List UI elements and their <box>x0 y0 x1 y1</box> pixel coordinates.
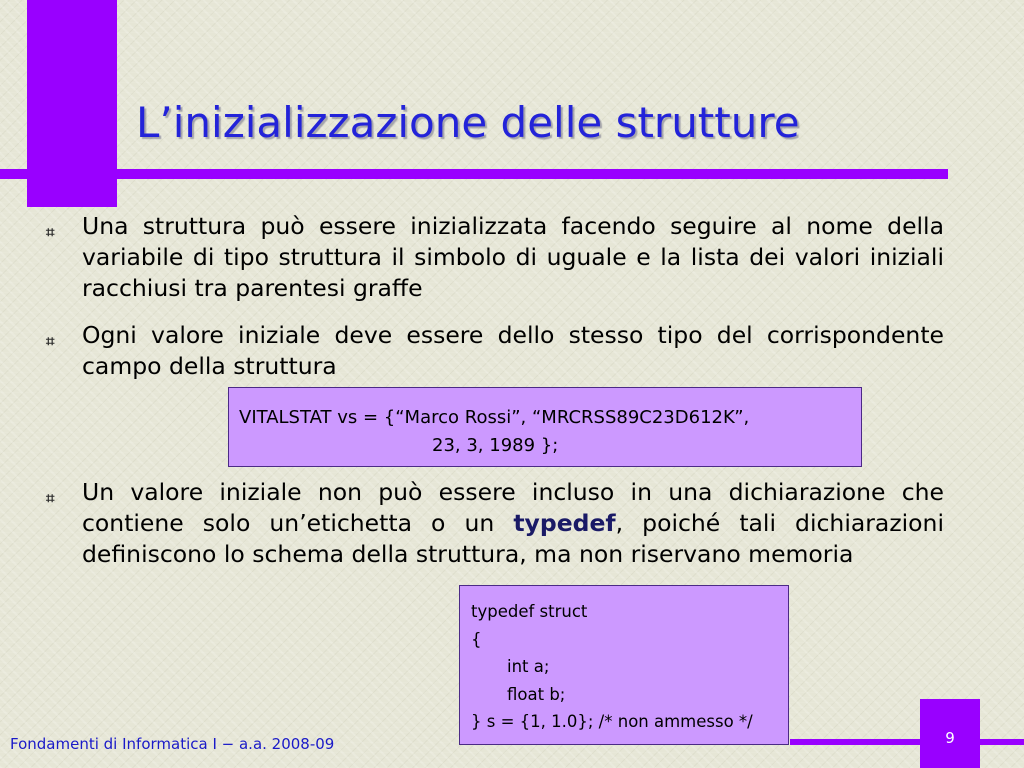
bullet-text-3 <box>82 477 944 570</box>
slide-title: L’inizializzazione delle strutture <box>136 98 800 147</box>
bullet-item-3 <box>46 477 944 570</box>
bullet-marker-icon: ⌗ <box>46 489 55 507</box>
page-number-box <box>920 699 980 768</box>
bullet-text-1: Una struttura può essere inizializzata facendo seguire al nome della variabile di tipo struttura il simbolo di uguale e la lista dei valori iniziali racchiusi tra parentesi graffe <box>82 212 944 302</box>
code-line-2: { <box>471 629 482 649</box>
code-line-3: int a; <box>507 657 550 676</box>
bullet-marker-icon: ⌗ <box>46 332 55 350</box>
code-line-1: VITALSTAT vs = {“Marco Rossi”, “MRCRSS89C23D612K”, <box>239 407 750 428</box>
bullet-item-2 <box>46 320 944 382</box>
bullet-text-3-before: Un valore iniziale non può essere incluso in una dichiarazione che contiene solo un’etichetta o un <box>82 478 944 537</box>
keyword-typedef: typedef <box>513 509 616 537</box>
bullet-marker-icon: ⌗ <box>46 223 55 241</box>
bullet-text-2: Ogni valore iniziale deve essere dello stesso tipo del corrispondente campo della struttura <box>82 321 944 380</box>
title-underline <box>0 169 948 179</box>
footer-line <box>790 739 1024 745</box>
code-example-typedef <box>459 585 789 745</box>
code-example-initialization <box>228 387 862 467</box>
bullet-item-1 <box>46 211 944 304</box>
code-line-4: float b; <box>507 684 566 704</box>
bullet-text-3-after: , poiché tali dichiarazioni definiscono lo schema della struttura, ma non riservano memoria <box>82 509 944 568</box>
code-line-1: typedef struct <box>471 602 588 621</box>
code-line-2: 23, 3, 1989 }; <box>432 435 559 456</box>
footer-course-title: Fondamenti di Informatica I − a.a. 2008-09 <box>10 735 335 753</box>
code-line-5: } s = {1, 1.0}; /* non ammesso */ <box>471 712 753 731</box>
page-number: 9 <box>945 729 955 747</box>
